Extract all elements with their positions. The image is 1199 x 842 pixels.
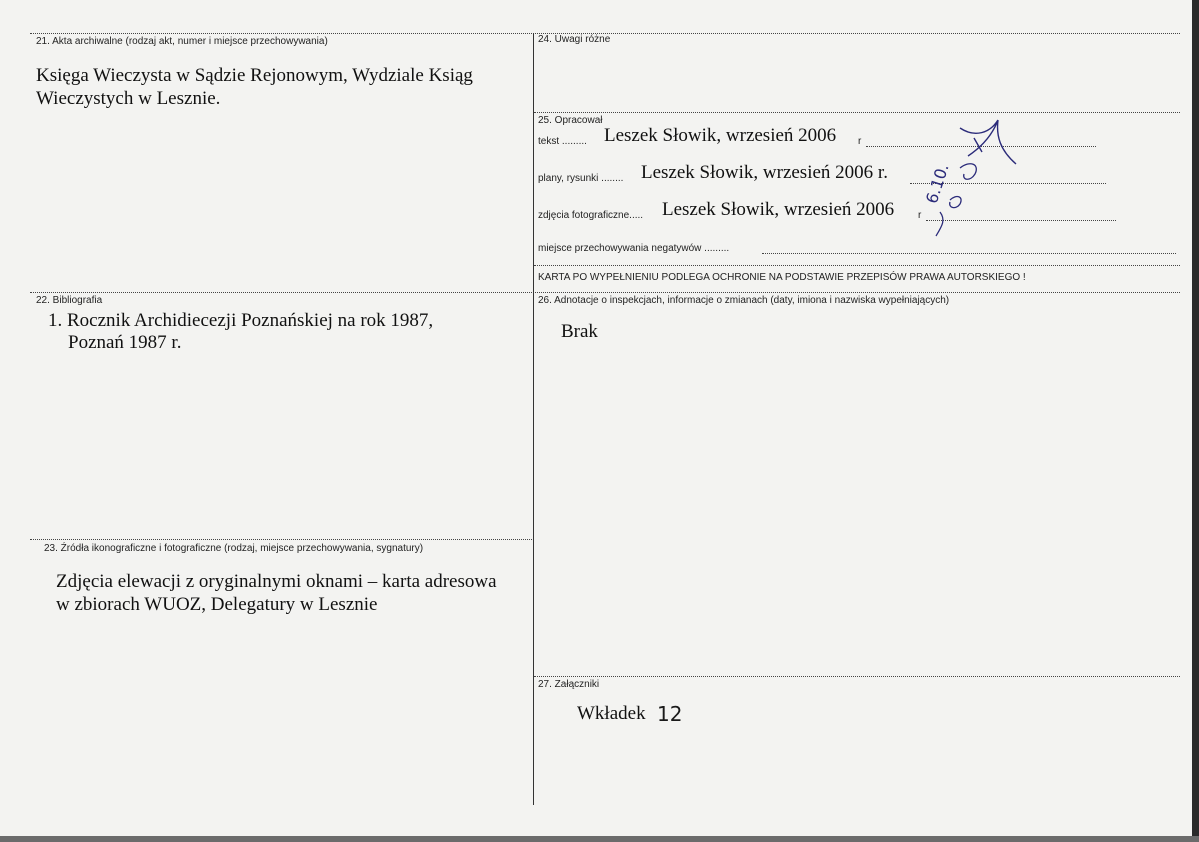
sec25-label: 25. Opracował <box>538 115 603 126</box>
zdjecia-label: zdjęcia fotograficzne..... <box>538 210 644 221</box>
sec21-line2: Wieczystych w Lesznie. <box>36 88 221 109</box>
zdjecia-suffix: r <box>918 210 922 221</box>
sec27-value: Wkładek <box>577 703 646 724</box>
rule-25-top <box>534 112 1180 113</box>
sec26-value: Brak <box>561 321 598 342</box>
negatywy-label: miejsce przechowywania negatywów ......... <box>538 243 730 254</box>
plany-value: Leszek Słowik, wrzesień 2006 r. <box>641 162 888 183</box>
negatywy-dotline <box>762 253 1176 254</box>
center-divider <box>533 33 534 805</box>
copyright-notice: KARTA PO WYPEŁNIENIU PODLEGA OCHRONIE NA PODSTAWIE PRZEPISÓW PRAWA AUTORSKIEGO ! <box>538 272 1026 283</box>
sec22-label: 22. Bibliografia <box>36 295 103 306</box>
sec23-line1: Zdjęcia elewacji z oryginalnymi oknami – karta adresowa <box>56 571 497 592</box>
rule-23-top <box>30 539 534 540</box>
negatywy-row <box>538 241 1178 257</box>
sec21-label: 21. Akta archiwalne (rodzaj akt, numer i miejsce przechowywania) <box>36 36 328 47</box>
tekst-value: Leszek Słowik, wrzesień 2006 <box>604 125 837 146</box>
sec22-line2: Poznań 1987 r. <box>68 332 182 353</box>
plany-label: plany, rysunki ........ <box>538 173 624 184</box>
sec27-count: 12 <box>657 702 683 726</box>
sec23-line2: w zbiorach WUOZ, Delegatury w Lesznie <box>56 594 378 615</box>
tekst-suffix: r <box>858 136 862 147</box>
sec22-line1: 1. Rocznik Archidiecezji Poznańskiej na rok 1987, <box>48 310 434 331</box>
sec21-line1: Księga Wieczysta w Sądzie Rejonowym, Wydziale Ksiąg <box>36 65 473 86</box>
rule-27-top <box>534 676 1180 677</box>
handwritten-date: 6.10. <box>922 161 953 206</box>
zdjecia-value: Leszek Słowik, wrzesień 2006 <box>662 199 895 220</box>
scan-edge-bottom <box>0 836 1199 842</box>
scan-edge-right <box>1192 0 1199 842</box>
rule-22-top <box>30 292 1180 293</box>
sec23-label: 23. Źródła ikonograficzne i fotograficzne (rodzaj, miejsce przechowywania, sygnatury) <box>44 543 424 554</box>
tekst-label: tekst ......... <box>538 136 587 147</box>
sec24-label: 24. Uwagi różne <box>538 34 611 45</box>
sec26-label: 26. Adnotacje o inspekcjach, informacje o zmianach (daty, imiona i nazwiska wypełniających) <box>538 295 950 306</box>
rule-notice <box>534 265 1180 266</box>
sec27-label: 27. Załączniki <box>538 679 600 690</box>
